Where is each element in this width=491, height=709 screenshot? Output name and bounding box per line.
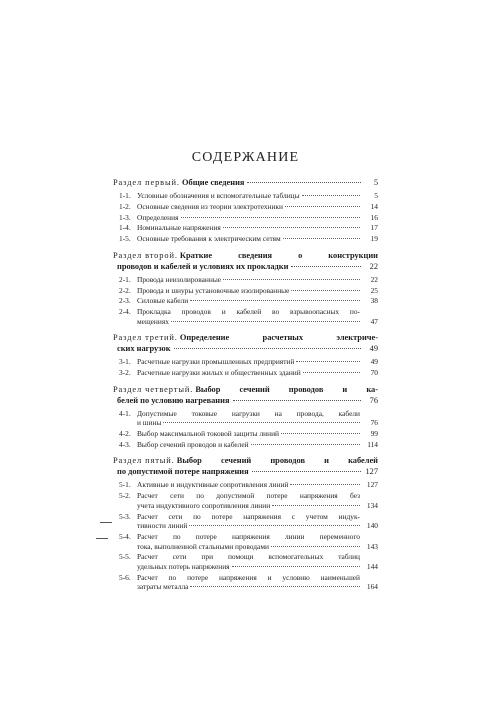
page-number: 17: [370, 223, 378, 233]
entry-number: 2-4.: [119, 307, 131, 317]
section-heading: [113, 177, 378, 188]
toc-section: [113, 332, 378, 377]
toc-entry: [113, 234, 378, 244]
dot-leader: [181, 217, 361, 218]
page-number: 114: [367, 439, 378, 449]
entry-title: Расчет сети по потере напряжения с учетом индук-: [137, 511, 360, 521]
dot-leader: [302, 195, 360, 196]
entry-number: 4-1.: [119, 408, 131, 418]
page-number: 47: [370, 316, 378, 326]
toc-entry: [113, 491, 378, 510]
toc-entry: [113, 512, 378, 531]
entry-title: Допустимые токовые нагрузки на провода, кабели: [137, 408, 360, 418]
page-title: СОДЕРЖАНИЕ: [191, 150, 300, 165]
entry-title: Расчет по потере напряжения и условию наименьшей: [137, 572, 360, 582]
entry-number: 5-3.: [119, 511, 131, 521]
toc-entry: [113, 275, 378, 285]
section-title: проводов и кабелей и условиях их прокладки: [117, 261, 289, 271]
dot-leader: [296, 361, 360, 362]
dot-leader: [163, 422, 360, 423]
section-prefix: Раздел четвертый.: [113, 384, 194, 394]
page-number: 70: [370, 368, 378, 378]
dot-leader: [283, 238, 360, 239]
entry-title: Расчет сети при помощи вспомогательных таблиц: [137, 552, 360, 562]
toc-entry: [113, 552, 378, 571]
section-title: Выбор сечений проводов и кабелей: [176, 456, 378, 466]
page-number: 127: [366, 480, 378, 490]
entry-title: учета индуктивного сопротивления линии: [137, 500, 271, 510]
entry-title: Активные и индуктивные сопротивления линий: [137, 480, 289, 490]
page-number: 49: [370, 357, 378, 367]
entry-title: Определения: [137, 212, 179, 222]
entry-title: тока, выполненной стальными проводами: [137, 541, 269, 551]
entry-number: 2-1.: [119, 274, 131, 284]
entry-number: 5-6.: [119, 572, 131, 582]
dot-leader: [189, 525, 360, 526]
page-number: 134: [366, 500, 378, 510]
entry-number: 5-2.: [119, 491, 131, 501]
page-number: 127: [365, 467, 378, 477]
entry-title: и шины: [137, 418, 162, 428]
entry-title: Условные обозначения и вспомогательные таблицы: [137, 191, 300, 200]
section-prefix: Раздел пятый.: [113, 456, 175, 466]
entry-number: 2-3.: [119, 296, 131, 306]
toc-entry: [113, 357, 378, 367]
section-prefix: Раздел второй.: [113, 250, 178, 260]
dot-leader: [190, 300, 360, 301]
section-title: Определение расчетных электриче-: [179, 333, 378, 343]
entry-number: 5-4.: [119, 531, 131, 541]
entry-number: 1-1.: [119, 191, 131, 200]
entry-number: 1-5.: [119, 234, 131, 244]
entry-title: Силовые кабели: [137, 296, 189, 306]
toc-section: [113, 250, 378, 327]
section-title: Общие сведения: [182, 178, 245, 187]
page-number: 164: [366, 582, 378, 592]
entry-number: 2-2.: [119, 285, 131, 295]
toc-entry: [113, 286, 378, 296]
section-heading: [113, 332, 378, 354]
entry-title: Основные сведения из теории электротехники: [137, 201, 283, 211]
entry-title: мещениях: [137, 316, 169, 326]
dot-leader: [252, 471, 361, 472]
toc-entry: [113, 368, 378, 378]
toc-entry: [113, 213, 378, 223]
dot-leader: [291, 290, 360, 291]
page-number: 99: [370, 429, 378, 438]
entry-title: Провода неизолированные: [137, 274, 222, 284]
entry-number: 5-1.: [119, 480, 131, 490]
toc-entry: [113, 191, 378, 201]
dot-leader: [281, 433, 360, 434]
dot-leader: [223, 279, 360, 280]
entry-title: Расчет по потере напряжения линии переменного: [137, 531, 360, 541]
dot-leader: [232, 566, 360, 567]
page-number: 25: [370, 285, 378, 295]
dot-leader: [271, 546, 360, 547]
entry-number: 5-5.: [119, 552, 131, 562]
entry-title: Расчет сети по допустимой потере напряжения без: [137, 491, 360, 501]
toc-entry: [113, 307, 378, 326]
page-number: 140: [366, 521, 378, 531]
page-number: 38: [370, 296, 378, 306]
entry-title: Провода и шнуры установочные изолированные: [137, 285, 290, 295]
entry-title: затраты металла: [137, 582, 189, 592]
entry-title: Выбор максимальной токовой защиты линий: [137, 429, 279, 438]
toc-entry: [113, 223, 378, 233]
section-title: по допустимой потере напряжения: [117, 467, 249, 477]
toc-entry: [113, 440, 378, 450]
entry-title: удельных потерь напряжения: [137, 561, 230, 571]
section-title: Выбор сечений проводов и ка-: [195, 384, 378, 394]
page-number: 19: [370, 234, 378, 244]
entry-title: тивности линий: [137, 521, 188, 531]
entry-title: Расчетные нагрузки жилых и общественных зданий: [137, 368, 301, 378]
section-prefix: Раздел первый.: [113, 178, 180, 187]
page-number: 49: [369, 344, 378, 354]
section-title: ских нагрузок: [117, 344, 171, 354]
entry-number: 1-2.: [119, 201, 131, 211]
dot-leader: [291, 266, 361, 267]
page-number: 22: [370, 274, 378, 284]
toc-entry: [113, 409, 378, 428]
page-number: 5: [374, 191, 378, 200]
toc-entry: [113, 202, 378, 212]
entry-number: 1-4.: [119, 223, 131, 233]
page-number: 76: [370, 418, 378, 428]
dot-leader: [174, 348, 361, 349]
page-number: 5: [373, 178, 378, 187]
dot-leader: [285, 206, 360, 207]
toc-section: [113, 177, 378, 244]
page-number: 143: [366, 541, 378, 551]
toc-entry: [113, 296, 378, 306]
toc-section: [113, 384, 378, 450]
toc-section: [113, 455, 378, 591]
dot-leader: [303, 372, 360, 373]
entry-number: 3-1.: [119, 357, 131, 367]
dot-leader: [290, 484, 360, 485]
entry-number: 4-2.: [119, 429, 131, 438]
toc-entry: [113, 573, 378, 592]
page-number: 144: [366, 561, 378, 571]
dot-leader: [190, 586, 360, 587]
section-heading: [113, 455, 378, 477]
section-title: Краткие сведения о конструкции: [179, 250, 378, 260]
section-prefix: Раздел третий.: [113, 333, 178, 343]
toc-entry: [113, 429, 378, 439]
entry-title: Основные требования к электрическим сетям: [137, 234, 281, 244]
section-heading: [113, 384, 378, 406]
pencil-mark: [96, 538, 108, 539]
page-number: 14: [370, 201, 378, 211]
dot-leader: [272, 505, 360, 506]
entry-title: Расчетные нагрузки промышленных предприятий: [137, 357, 295, 367]
page-number: 16: [370, 212, 378, 222]
entry-number: 1-3.: [119, 212, 131, 222]
section-heading: [113, 250, 378, 272]
table-of-contents: [113, 177, 378, 598]
dot-leader: [251, 444, 360, 445]
dot-leader: [223, 227, 360, 228]
entry-title: Выбор сечений проводов и кабелей: [137, 439, 249, 449]
page-number: 76: [369, 395, 378, 405]
dot-leader: [233, 400, 362, 401]
page-number: 22: [369, 261, 378, 271]
toc-entry: [113, 532, 378, 551]
entry-title: Прокладка проводов и кабелей во взрывоопасных по-: [137, 307, 360, 317]
pencil-mark: [100, 522, 112, 523]
toc-entry: [113, 480, 378, 490]
entry-title: Номинальные напряжения: [137, 223, 221, 233]
dot-leader: [171, 321, 360, 322]
entry-number: 3-2.: [119, 368, 131, 378]
entry-number: 4-3.: [119, 439, 131, 449]
section-title: белей по условию нагревания: [117, 395, 230, 405]
dot-leader: [247, 182, 361, 183]
